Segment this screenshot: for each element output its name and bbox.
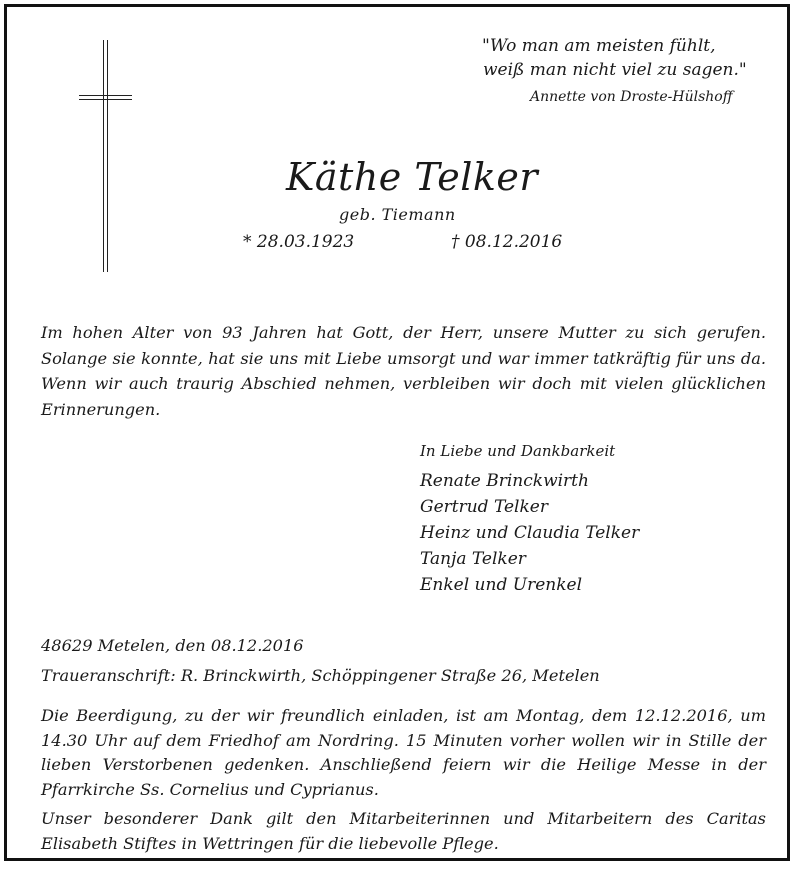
funeral-line: lieben Verstorbenen gedenken. Anschließend feiern wir die Heilige Messe in der: [41, 755, 766, 774]
mourner-name: Renate Brinckwirth: [420, 471, 589, 491]
message-line: Solange sie konnte, hat sie uns mit Liebe umsorgt und war immer tatkräftig für uns da.: [41, 348, 766, 368]
thanks-line: Unser besonderer Dank gilt den Mitarbeiterinnen und Mitarbeitern des Caritas: [41, 809, 766, 828]
quote-line-2: weiß man nicht viel zu sagen.": [483, 60, 747, 80]
message-line: Im hohen Alter von 93 Jahren hat Gott, der Herr, unsere Mutter zu sich gerufen.: [41, 323, 766, 342]
mourning-address: Traueranschrift: R. Brinckwirth, Schöppingener Straße 26, Metelen: [41, 666, 600, 685]
funeral-paragraph: [41, 704, 766, 802]
deceased-name: Käthe Telker: [286, 155, 539, 199]
thanks-paragraph: [41, 807, 766, 856]
funeral-line: Die Beerdigung, zu der wir freundlich einladen, ist am Montag, dem 12.12.2016, um: [41, 706, 766, 725]
quote-author: Annette von Droste-Hülshoff: [530, 89, 733, 105]
funeral-line: Pfarrkirche Ss. Cornelius und Cyprianus.: [41, 779, 379, 799]
place-date: 48629 Metelen, den 08.12.2016: [41, 636, 304, 655]
quote-line-1: "Wo man am meisten fühlt,: [482, 36, 716, 56]
death-date: † 08.12.2016: [451, 232, 563, 252]
message-paragraph: [41, 320, 766, 422]
thanks-line: Elisabeth Stiftes in Wettringen für die liebevolle Pflege.: [41, 833, 499, 853]
mourners-intro: In Liebe und Dankbarkeit: [420, 442, 616, 460]
mourner-name: Gertrud Telker: [420, 497, 548, 517]
funeral-line: 14.30 Uhr auf dem Friedhof am Nordring. 15 Minuten vorher wollen wir in Stille der: [41, 730, 766, 750]
birth-date: * 28.03.1923: [243, 232, 355, 252]
message-line: Erinnerungen.: [41, 399, 161, 419]
message-line: Wenn wir auch traurig Abschied nehmen, verbleiben wir doch mit vielen glücklichen: [41, 374, 766, 393]
mourner-name: Heinz und Claudia Telker: [420, 523, 640, 543]
maiden-name: geb. Tiemann: [339, 205, 456, 224]
mourner-name: Enkel und Urenkel: [420, 575, 583, 595]
mourner-name: Tanja Telker: [420, 549, 526, 569]
